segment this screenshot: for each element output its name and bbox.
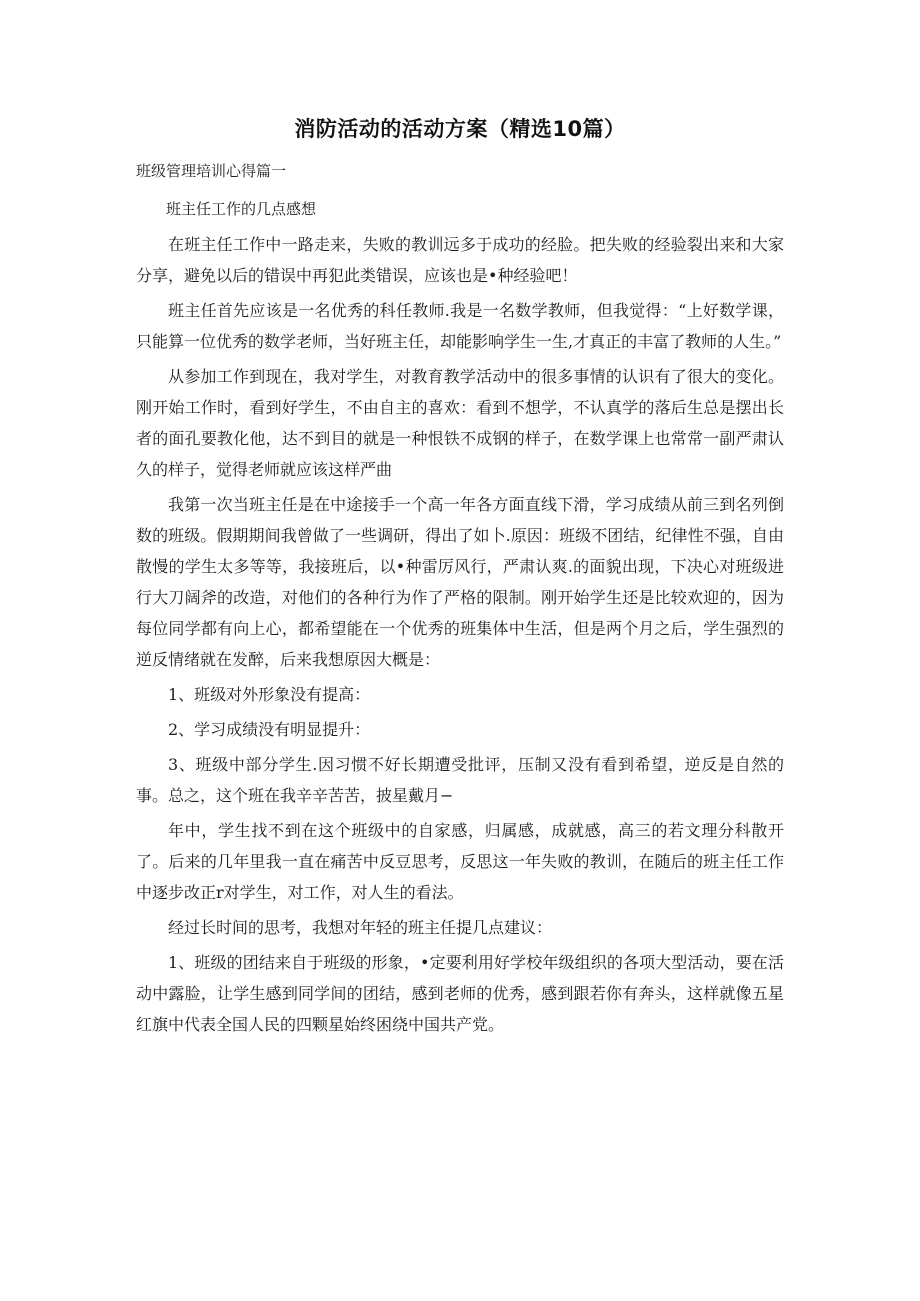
document-title: 消防活动的活动方案（精选10篇）	[294, 117, 626, 141]
paragraph: 从参加工作到现在，我对学生，对教育教学活动中的很多事情的认识有了很大的变化。刚开始工作时，看到好学生，不由自主的喜欢：看到不想学，不认真学的落后生总是摆出长者的面孔要教化他，达不到目的就是一种恨铁不成钢的样子，在数学课上也常常一副严肃认久的样子，觉得老师就应该这样严曲	[136, 367, 784, 479]
paragraph: 年中，学生找不到在这个班级中的自家感，归属感，成就感，高三的若文理分科散开了。后来的几年里我一直在痛苦中反豆思考，反思这一年失败的教训，在随后的班主任工作中逐步改正r对学生，对工作，对人生的看法。	[136, 821, 784, 902]
section-label: 班级管理培训心得篇一	[136, 162, 287, 180]
paragraph: 经过长时间的思考，我想对年轻的班主任提几点建议：	[168, 918, 553, 937]
paragraph-heading: 班主任工作的几点感想	[166, 200, 317, 218]
paragraph: 班主任首先应该是一名优秀的科任教师.我是一名数学教师，但我觉得：“上好数学课，只能算一位优秀的数学老师，当好班主任，却能影响学生一生,才真正的丰富了教师的人生。”	[136, 301, 784, 351]
paragraph: 在班主任工作中一路走来，失败的教训远多于成功的经脸。把失败的经验裂出来和大家分享，避免以后的错误中再犯此类错误，应该也是•种经验吧！	[136, 235, 784, 285]
list-item: 2、学习成绩没有明显提升：	[168, 720, 371, 739]
list-item: 1、班级对外形象没有提高：	[168, 685, 371, 704]
list-item: 3、班级中部分学生.因习惯不好长期遭受批评，压制又没有看到希望，逆反是自然的事。总之，这个班在我辛辛苦苦，披星戴月−	[136, 755, 784, 805]
paragraph: 我第一次当班主任是在中途接手一个高一年各方面直线下滑，学习成绩从前三到名列倒数的班级。假期期间我曾做了一些调研，得出了如卜.原因：班级不团结，纪律性不强，自由散慢的学生太多等等，我接班后，以•种雷厉风行，严肃认爽.的面貌出现，下决心对班级进行大刀阔斧的改造，对他们的各种行为作了严格的限制。刚开始学生还是比较欢迎的，因为每位同学都有向上心，都希望能在一个优秀的班集体中生活，但是两个月之后，学生强烈的逆反情绪就在发醉，后来我想原因大概是：	[136, 495, 784, 669]
document-body	[136, 194, 784, 1044]
list-item: 1、班级的团结来自于班级的形象，•定要利用好学校年级组织的各项大型活动，要在活动中露脸，让学生感到同学间的团结，感到老师的优秀，感到跟若你有奔头，这样就像五星红旗中代表全国人民的四颗星始终困绕中国共产党。	[136, 953, 784, 1034]
